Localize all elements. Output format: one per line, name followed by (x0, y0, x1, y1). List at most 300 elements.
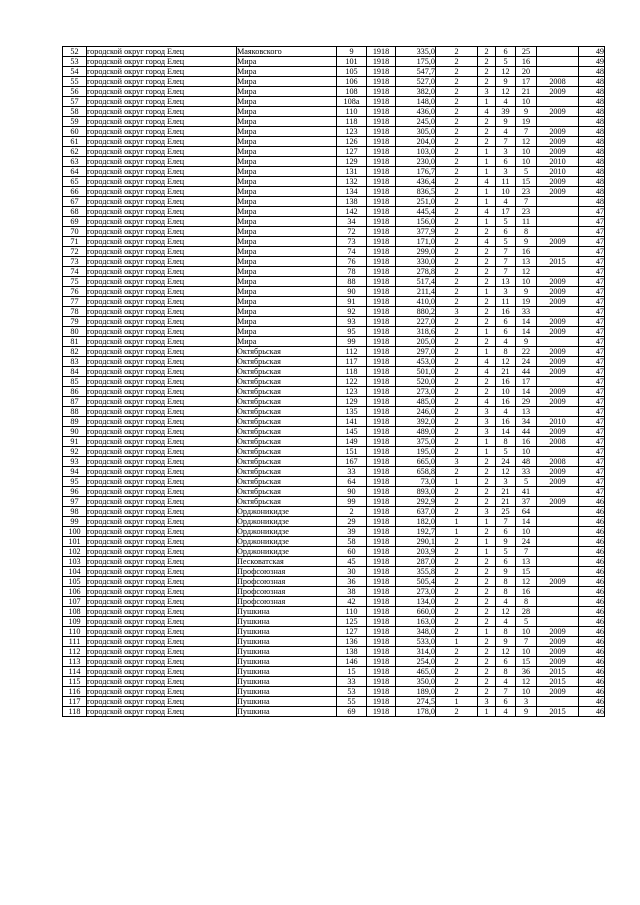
house-number-cell: 112 (337, 347, 367, 357)
floors-cell: 2 (436, 387, 478, 397)
house-number-cell: 126 (337, 137, 367, 147)
year-cell: 1918 (367, 387, 396, 397)
street-cell: Октябрьская (237, 367, 337, 377)
street-cell: Пушкина (237, 657, 337, 667)
table-row (63, 577, 605, 587)
house-number-cell: 141 (337, 417, 367, 427)
floors-cell: 1 (436, 477, 478, 487)
house-number-cell: 92 (337, 307, 367, 317)
table-row (63, 497, 605, 507)
entrances-cell: 2 (478, 657, 496, 667)
house-number-cell: 15 (337, 667, 367, 677)
repair-year-cell (537, 207, 579, 217)
table-row (63, 197, 605, 207)
floors-cell: 2 (436, 587, 478, 597)
street-cell: Мира (237, 267, 337, 277)
count-a-cell: 4 (496, 677, 516, 687)
row-number-cell: 109 (63, 617, 87, 627)
entrances-cell: 2 (478, 227, 496, 237)
count-a-cell: 6 (496, 527, 516, 537)
house-number-cell: 106 (337, 77, 367, 87)
entrances-cell: 1 (478, 627, 496, 637)
entrances-cell: 1 (478, 437, 496, 447)
area-cell: 156,0 (396, 217, 436, 227)
house-number-cell: 122 (337, 377, 367, 387)
street-cell: Пушкина (237, 687, 337, 697)
count-a-cell: 7 (496, 247, 516, 257)
street-cell: Мира (237, 297, 337, 307)
priority-cell: 48 (579, 87, 605, 97)
count-a-cell: 12 (496, 87, 516, 97)
floors-cell: 2 (436, 237, 478, 247)
year-cell: 1918 (367, 337, 396, 347)
floors-cell: 1 (436, 697, 478, 707)
count-b-cell: 23 (516, 187, 537, 197)
count-b-cell: 5 (516, 617, 537, 627)
count-a-cell: 12 (496, 607, 516, 617)
row-number-cell: 110 (63, 627, 87, 637)
count-b-cell: 19 (516, 117, 537, 127)
table-row (63, 547, 605, 557)
count-b-cell: 15 (516, 567, 537, 577)
municipality-cell: городской округ город Елец (87, 457, 237, 467)
house-number-cell: 125 (337, 617, 367, 627)
area-cell: 505,4 (396, 577, 436, 587)
entrances-cell: 2 (478, 67, 496, 77)
count-a-cell: 12 (496, 467, 516, 477)
house-number-cell: 95 (337, 327, 367, 337)
entrances-cell: 1 (478, 537, 496, 547)
floors-cell: 2 (436, 97, 478, 107)
area-cell: 171,0 (396, 237, 436, 247)
priority-cell: 46 (579, 697, 605, 707)
year-cell: 1918 (367, 297, 396, 307)
municipality-cell: городской округ город Елец (87, 417, 237, 427)
priority-cell: 46 (579, 707, 605, 717)
row-number-cell: 94 (63, 467, 87, 477)
count-b-cell: 16 (516, 587, 537, 597)
house-number-cell: 60 (337, 547, 367, 557)
entrances-cell: 2 (478, 317, 496, 327)
count-b-cell: 21 (516, 87, 537, 97)
street-cell: Мира (237, 327, 337, 337)
street-cell: Мира (237, 227, 337, 237)
house-number-cell: 123 (337, 127, 367, 137)
house-number-cell: 101 (337, 57, 367, 67)
year-cell: 1918 (367, 267, 396, 277)
street-cell: Орджоникидзе (237, 547, 337, 557)
municipality-cell: городской округ город Елец (87, 217, 237, 227)
area-cell: 163,0 (396, 617, 436, 627)
street-cell: Пушкина (237, 667, 337, 677)
repair-year-cell: 2009 (537, 237, 579, 247)
area-cell: 134,0 (396, 597, 436, 607)
area-cell: 278,8 (396, 267, 436, 277)
priority-cell: 47 (579, 327, 605, 337)
street-cell: Пушкина (237, 697, 337, 707)
municipality-cell: городской округ город Елец (87, 507, 237, 517)
entrances-cell: 2 (478, 337, 496, 347)
municipality-cell: городской округ город Елец (87, 527, 237, 537)
count-a-cell: 12 (496, 647, 516, 657)
table-row (63, 317, 605, 327)
priority-cell: 47 (579, 347, 605, 357)
area-cell: 637,0 (396, 507, 436, 517)
area-cell: 350,0 (396, 677, 436, 687)
count-b-cell: 48 (516, 457, 537, 467)
municipality-cell: городской округ город Елец (87, 167, 237, 177)
area-cell: 658,8 (396, 467, 436, 477)
area-cell: 527,0 (396, 77, 436, 87)
floors-cell: 2 (436, 367, 478, 377)
priority-cell: 48 (579, 137, 605, 147)
entrances-cell: 2 (478, 77, 496, 87)
area-cell: 453,0 (396, 357, 436, 367)
count-a-cell: 6 (496, 227, 516, 237)
count-b-cell: 12 (516, 267, 537, 277)
area-cell: 517,4 (396, 277, 436, 287)
area-cell: 533,0 (396, 637, 436, 647)
repair-year-cell: 2009 (537, 297, 579, 307)
row-number-cell: 63 (63, 157, 87, 167)
row-number-cell: 72 (63, 247, 87, 257)
table-row (63, 327, 605, 337)
row-number-cell: 79 (63, 317, 87, 327)
entrances-cell: 2 (478, 577, 496, 587)
table-body (63, 47, 605, 717)
repair-year-cell: 2010 (537, 417, 579, 427)
row-number-cell: 77 (63, 297, 87, 307)
municipality-cell: городской округ город Елец (87, 407, 237, 417)
entrances-cell: 1 (478, 327, 496, 337)
entrances-cell: 4 (478, 357, 496, 367)
street-cell: Мира (237, 307, 337, 317)
street-cell: Мира (237, 117, 337, 127)
repair-year-cell: 2015 (537, 667, 579, 677)
count-a-cell: 5 (496, 237, 516, 247)
house-number-cell: 135 (337, 407, 367, 417)
priority-cell: 48 (579, 127, 605, 137)
count-b-cell: 7 (516, 547, 537, 557)
year-cell: 1918 (367, 317, 396, 327)
count-a-cell: 5 (496, 447, 516, 457)
house-number-cell: 110 (337, 107, 367, 117)
row-number-cell: 75 (63, 277, 87, 287)
table-row (63, 247, 605, 257)
priority-cell: 47 (579, 277, 605, 287)
year-cell: 1918 (367, 197, 396, 207)
priority-cell: 48 (579, 97, 605, 107)
year-cell: 1918 (367, 477, 396, 487)
floors-cell: 1 (436, 637, 478, 647)
area-cell: 465,0 (396, 667, 436, 677)
priority-cell: 48 (579, 177, 605, 187)
table-row (63, 337, 605, 347)
floors-cell: 2 (436, 247, 478, 257)
count-b-cell: 17 (516, 377, 537, 387)
priority-cell: 47 (579, 387, 605, 397)
repair-year-cell (537, 57, 579, 67)
entrances-cell: 2 (478, 377, 496, 387)
count-a-cell: 11 (496, 297, 516, 307)
entrances-cell: 1 (478, 517, 496, 527)
entrances-cell: 2 (478, 527, 496, 537)
repair-year-cell: 2009 (537, 397, 579, 407)
municipality-cell: городской округ город Елец (87, 197, 237, 207)
area-cell: 230,0 (396, 157, 436, 167)
municipality-cell: городской округ город Елец (87, 697, 237, 707)
table-row (63, 607, 605, 617)
table-row (63, 257, 605, 267)
house-number-cell: 55 (337, 697, 367, 707)
table-row (63, 237, 605, 247)
municipality-cell: городской округ город Елец (87, 317, 237, 327)
row-number-cell: 95 (63, 477, 87, 487)
count-a-cell: 4 (496, 337, 516, 347)
count-a-cell: 7 (496, 517, 516, 527)
municipality-cell: городской округ город Елец (87, 387, 237, 397)
entrances-cell: 2 (478, 597, 496, 607)
area-cell: 204,0 (396, 137, 436, 147)
table-row (63, 557, 605, 567)
priority-cell: 46 (579, 497, 605, 507)
repair-year-cell (537, 217, 579, 227)
count-b-cell: 25 (516, 47, 537, 57)
entrances-cell: 4 (478, 207, 496, 217)
row-number-cell: 112 (63, 647, 87, 657)
entrances-cell: 2 (478, 607, 496, 617)
count-b-cell: 16 (516, 247, 537, 257)
count-b-cell: 20 (516, 67, 537, 77)
house-number-cell: 138 (337, 647, 367, 657)
priority-cell: 47 (579, 437, 605, 447)
table-row (63, 77, 605, 87)
area-cell: 192,7 (396, 527, 436, 537)
row-number-cell: 88 (63, 407, 87, 417)
floors-cell: 2 (436, 427, 478, 437)
year-cell: 1918 (367, 277, 396, 287)
year-cell: 1918 (367, 117, 396, 127)
municipality-cell: городской округ город Елец (87, 337, 237, 347)
municipality-cell: городской округ город Елец (87, 127, 237, 137)
area-cell: 489,0 (396, 427, 436, 437)
street-cell: Октябрьская (237, 447, 337, 457)
area-cell: 485,0 (396, 397, 436, 407)
count-b-cell: 10 (516, 97, 537, 107)
floors-cell: 2 (436, 507, 478, 517)
count-b-cell: 8 (516, 227, 537, 237)
municipality-cell: городской округ город Елец (87, 237, 237, 247)
count-a-cell: 4 (496, 597, 516, 607)
row-number-cell: 115 (63, 677, 87, 687)
table-row (63, 87, 605, 97)
count-b-cell: 10 (516, 447, 537, 457)
repair-year-cell (537, 97, 579, 107)
house-number-cell: 93 (337, 317, 367, 327)
repair-year-cell: 2010 (537, 167, 579, 177)
count-a-cell: 4 (496, 197, 516, 207)
floors-cell: 2 (436, 667, 478, 677)
repair-year-cell (537, 567, 579, 577)
priority-cell: 46 (579, 527, 605, 537)
year-cell: 1918 (367, 647, 396, 657)
street-cell: Октябрьская (237, 417, 337, 427)
year-cell: 1918 (367, 527, 396, 537)
municipality-cell: городской округ город Елец (87, 77, 237, 87)
house-number-cell: 118 (337, 117, 367, 127)
municipality-cell: городской округ город Елец (87, 617, 237, 627)
row-number-cell: 58 (63, 107, 87, 117)
table-row (63, 657, 605, 667)
floors-cell: 2 (436, 197, 478, 207)
area-cell: 445,4 (396, 207, 436, 217)
entrances-cell: 4 (478, 367, 496, 377)
repair-year-cell (537, 377, 579, 387)
area-cell: 382,0 (396, 87, 436, 97)
count-b-cell: 9 (516, 707, 537, 717)
street-cell: Мира (237, 247, 337, 257)
entrances-cell: 2 (478, 387, 496, 397)
row-number-cell: 64 (63, 167, 87, 177)
count-a-cell: 8 (496, 577, 516, 587)
count-b-cell: 14 (516, 317, 537, 327)
municipality-cell: городской округ город Елец (87, 137, 237, 147)
entrances-cell: 2 (478, 687, 496, 697)
count-a-cell: 8 (496, 627, 516, 637)
row-number-cell: 102 (63, 547, 87, 557)
count-b-cell: 8 (516, 597, 537, 607)
repair-year-cell (537, 47, 579, 57)
count-b-cell: 10 (516, 157, 537, 167)
municipality-cell: городской округ город Елец (87, 597, 237, 607)
street-cell: Октябрьская (237, 487, 337, 497)
street-cell: Мира (237, 97, 337, 107)
repair-year-cell: 2009 (537, 347, 579, 357)
street-cell: Пушкина (237, 707, 337, 717)
repair-year-cell (537, 517, 579, 527)
floors-cell: 2 (436, 227, 478, 237)
street-cell: Пушкина (237, 607, 337, 617)
priority-cell: 47 (579, 207, 605, 217)
repair-year-cell (537, 587, 579, 597)
year-cell: 1918 (367, 677, 396, 687)
street-cell: Мира (237, 67, 337, 77)
area-cell: 175,0 (396, 57, 436, 67)
repair-year-cell: 2009 (537, 287, 579, 297)
entrances-cell: 1 (478, 157, 496, 167)
table-row (63, 587, 605, 597)
floors-cell: 2 (436, 117, 478, 127)
entrances-cell: 2 (478, 57, 496, 67)
priority-cell: 46 (579, 557, 605, 567)
municipality-cell: городской округ город Елец (87, 427, 237, 437)
municipality-cell: городской округ город Елец (87, 277, 237, 287)
entrances-cell: 2 (478, 137, 496, 147)
row-number-cell: 69 (63, 217, 87, 227)
house-number-cell: 39 (337, 527, 367, 537)
street-cell: Мира (237, 257, 337, 267)
year-cell: 1918 (367, 617, 396, 627)
municipality-cell: городской округ город Елец (87, 307, 237, 317)
repair-year-cell: 2009 (537, 137, 579, 147)
house-number-cell: 129 (337, 157, 367, 167)
row-number-cell: 73 (63, 257, 87, 267)
count-a-cell: 5 (496, 217, 516, 227)
repair-year-cell: 2009 (537, 387, 579, 397)
table-row (63, 417, 605, 427)
priority-cell: 46 (579, 647, 605, 657)
entrances-cell: 4 (478, 107, 496, 117)
count-b-cell: 10 (516, 627, 537, 637)
year-cell: 1918 (367, 467, 396, 477)
municipality-cell: городской округ город Елец (87, 207, 237, 217)
entrances-cell: 2 (478, 477, 496, 487)
repair-year-cell: 2015 (537, 677, 579, 687)
area-cell: 254,0 (396, 657, 436, 667)
entrances-cell: 2 (478, 497, 496, 507)
repair-year-cell (537, 117, 579, 127)
row-number-cell: 62 (63, 147, 87, 157)
entrances-cell: 2 (478, 557, 496, 567)
priority-cell: 46 (579, 637, 605, 647)
floors-cell: 2 (436, 357, 478, 367)
count-a-cell: 4 (496, 97, 516, 107)
count-a-cell: 13 (496, 277, 516, 287)
priority-cell: 46 (579, 657, 605, 667)
municipality-cell: городской округ город Елец (87, 447, 237, 457)
house-number-cell: 33 (337, 467, 367, 477)
count-b-cell: 9 (516, 107, 537, 117)
floors-cell: 2 (436, 167, 478, 177)
house-number-cell: 110 (337, 607, 367, 617)
priority-cell: 46 (579, 517, 605, 527)
entrances-cell: 2 (478, 457, 496, 467)
count-a-cell: 16 (496, 397, 516, 407)
repair-year-cell: 2009 (537, 107, 579, 117)
municipality-cell: городской округ город Елец (87, 177, 237, 187)
entrances-cell: 1 (478, 147, 496, 157)
table-row (63, 517, 605, 527)
floors-cell: 2 (436, 137, 478, 147)
municipality-cell: городской округ город Елец (87, 437, 237, 447)
priority-cell: 47 (579, 407, 605, 417)
repair-year-cell (537, 557, 579, 567)
house-number-cell: 90 (337, 287, 367, 297)
repair-year-cell: 2009 (537, 687, 579, 697)
floors-cell: 2 (436, 547, 478, 557)
street-cell: Октябрьская (237, 407, 337, 417)
municipality-cell: городской округ город Елец (87, 327, 237, 337)
priority-cell: 46 (579, 667, 605, 677)
repair-year-cell: 2009 (537, 497, 579, 507)
house-number-cell: 117 (337, 357, 367, 367)
priority-cell: 47 (579, 427, 605, 437)
street-cell: Мира (237, 77, 337, 87)
floors-cell: 2 (436, 557, 478, 567)
count-b-cell: 10 (516, 147, 537, 157)
floors-cell: 2 (436, 407, 478, 417)
year-cell: 1918 (367, 437, 396, 447)
floors-cell: 2 (436, 677, 478, 687)
year-cell: 1918 (367, 517, 396, 527)
priority-cell: 48 (579, 107, 605, 117)
area-cell: 245,0 (396, 117, 436, 127)
house-number-cell: 127 (337, 627, 367, 637)
count-b-cell: 10 (516, 647, 537, 657)
municipality-cell: городской округ город Елец (87, 477, 237, 487)
year-cell: 1918 (367, 707, 396, 717)
entrances-cell: 1 (478, 287, 496, 297)
